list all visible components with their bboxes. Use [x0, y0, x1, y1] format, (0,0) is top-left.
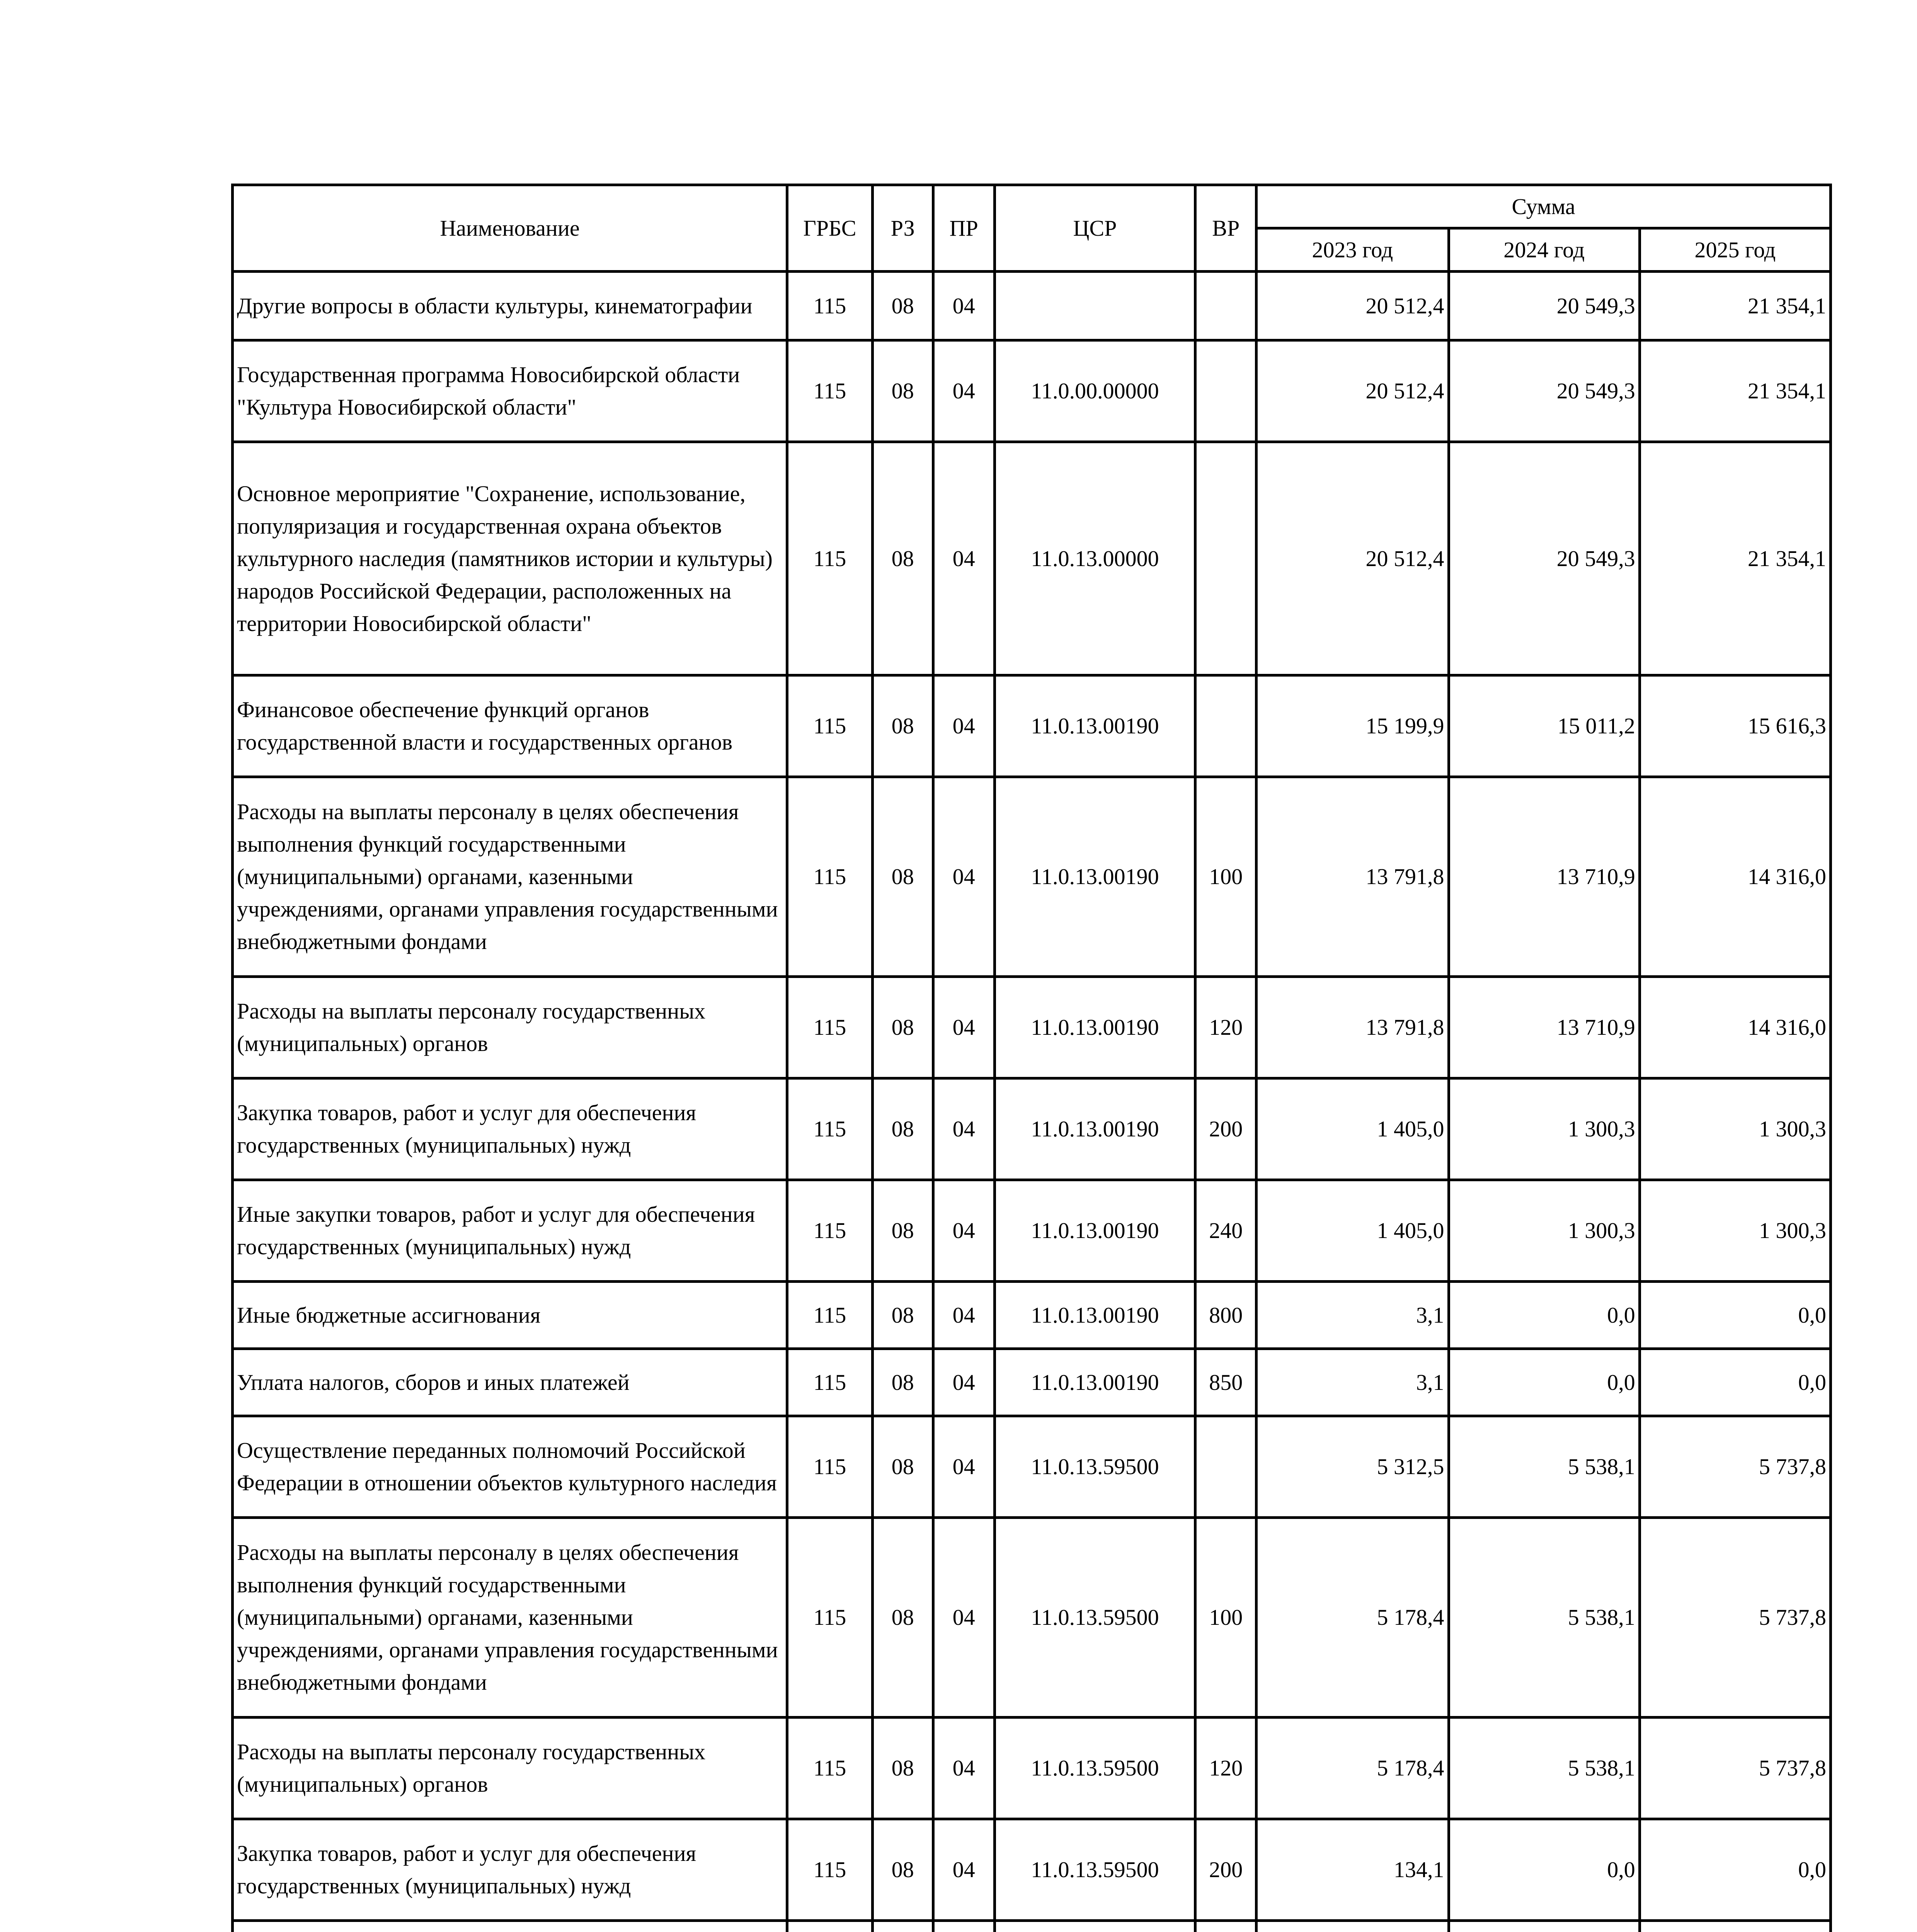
- cell-2024: [1449, 1921, 1639, 1932]
- cell-pr: 04: [933, 777, 994, 977]
- cell-grbs: 115: [787, 340, 873, 442]
- cell-2024: 20 549,3: [1449, 272, 1639, 340]
- table-row: [233, 977, 1831, 1078]
- cell-vr: 120: [1195, 977, 1256, 1078]
- cell-vr: 120: [1195, 1718, 1256, 1819]
- cell-name: Расходы на выплаты персоналу государственных (муниципальных) органов: [233, 1718, 787, 1819]
- cell-vr: 850: [1195, 1349, 1256, 1416]
- table-row: [233, 1180, 1831, 1282]
- cell-name: Государственная программа Новосибирской области "Культура Новосибирской области": [233, 340, 787, 442]
- cell-vr: 200: [1195, 1819, 1256, 1921]
- cell-pr: 04: [933, 1282, 994, 1349]
- cell-2023: 13 791,8: [1256, 777, 1449, 977]
- cell-2023: 3,1: [1256, 1349, 1449, 1416]
- cell-2023: 20 512,4: [1256, 272, 1449, 340]
- cell-2025: 14 316,0: [1639, 777, 1830, 977]
- cell-rz: 08: [872, 777, 933, 977]
- cell-pr: 04: [933, 1819, 994, 1921]
- cell-csr: 11.0.13.00190: [994, 1282, 1195, 1349]
- header-year-2024: 2024 год: [1449, 228, 1639, 272]
- cell-rz: 08: [872, 1518, 933, 1718]
- cell-rz: 08: [872, 272, 933, 340]
- cell-csr: 11.0.13.00190: [994, 777, 1195, 977]
- cell-csr: 11.0.13.00190: [994, 1078, 1195, 1180]
- cell-name: Иные закупки товаров, работ и услуг для обеспечения государственных (муниципальных) нужд: [233, 1180, 787, 1282]
- table-row: [233, 1518, 1831, 1718]
- header-name: Наименование: [233, 185, 787, 272]
- cell-2024: 15 011,2: [1449, 675, 1639, 777]
- cell-2025: 14 316,0: [1639, 977, 1830, 1078]
- cell-pr: 04: [933, 340, 994, 442]
- cell-grbs: 115: [787, 1819, 873, 1921]
- cell-2024: 0,0: [1449, 1349, 1639, 1416]
- cell-2025: 21 354,1: [1639, 340, 1830, 442]
- header-rz: РЗ: [872, 185, 933, 272]
- cell-name: Осуществление переданных полномочий Российской Федерации в отношении объектов культурного наследия: [233, 1416, 787, 1518]
- cell-rz: 08: [872, 1416, 933, 1518]
- table-row: [233, 1819, 1831, 1921]
- cell-pr: [933, 1921, 994, 1932]
- table-row: [233, 272, 1831, 340]
- cell-2024: 0,0: [1449, 1819, 1639, 1921]
- cell-vr: [1195, 1416, 1256, 1518]
- cell-2023: 1 405,0: [1256, 1180, 1449, 1282]
- cell-2025: 5 737,8: [1639, 1416, 1830, 1518]
- cell-pr: 04: [933, 675, 994, 777]
- cell-vr: [1195, 442, 1256, 675]
- cell-2025: 0,0: [1639, 1349, 1830, 1416]
- cell-grbs: 115: [787, 1349, 873, 1416]
- cell-grbs: 115: [787, 1718, 873, 1819]
- cell-vr: 100: [1195, 777, 1256, 977]
- table-row: [233, 1718, 1831, 1819]
- cell-2024: 13 710,9: [1449, 977, 1639, 1078]
- cell-2025: 5 737,8: [1639, 1518, 1830, 1718]
- cell-pr: 04: [933, 272, 994, 340]
- cell-csr: 11.0.13.59500: [994, 1416, 1195, 1518]
- cell-csr: 11.0.13.59500: [994, 1718, 1195, 1819]
- cell-2025: 0,0: [1639, 1282, 1830, 1349]
- cell-2024: 5 538,1: [1449, 1416, 1639, 1518]
- cell-rz: 08: [872, 977, 933, 1078]
- cell-name: Расходы на выплаты персоналу в целях обеспечения выполнения функций государственными (муниципальными) органами, казенными учреждениями, органами управления государственными внебюджетными фондами: [233, 1518, 787, 1718]
- cell-2025: 0,0: [1639, 1819, 1830, 1921]
- table-row: [233, 442, 1831, 675]
- cell-rz: 08: [872, 340, 933, 442]
- cell-rz: 08: [872, 1282, 933, 1349]
- cell-vr: [1195, 675, 1256, 777]
- cell-name: Закупка товаров, работ и услуг для обеспечения государственных (муниципальных) нужд: [233, 1078, 787, 1180]
- cell-csr: [994, 1921, 1195, 1932]
- cell-pr: 04: [933, 1078, 994, 1180]
- cell-vr: 240: [1195, 1180, 1256, 1282]
- cell-grbs: 115: [787, 1416, 873, 1518]
- cell-name: Расходы на выплаты персоналу в целях обеспечения выполнения функций государственными (муниципальными) органами, казенными учреждениями, органами управления государственными внебюджетными фондами: [233, 777, 787, 977]
- cell-2023: 13 791,8: [1256, 977, 1449, 1078]
- budget-table: [231, 184, 1832, 1932]
- cell-2024: 13 710,9: [1449, 777, 1639, 977]
- cell-2023: 5 178,4: [1256, 1718, 1449, 1819]
- cell-csr: 11.0.13.00000: [994, 442, 1195, 675]
- cell-grbs: [787, 1921, 873, 1932]
- cell-grbs: 115: [787, 1078, 873, 1180]
- cell-grbs: 115: [787, 1180, 873, 1282]
- cell-csr: 11.0.13.00190: [994, 977, 1195, 1078]
- cell-2023: 20 512,4: [1256, 340, 1449, 442]
- cell-name: Иные бюджетные ассигнования: [233, 1282, 787, 1349]
- cell-2024: 5 538,1: [1449, 1718, 1639, 1819]
- cell-name: Уплата налогов, сборов и иных платежей: [233, 1349, 787, 1416]
- cell-2023: 1 405,0: [1256, 1078, 1449, 1180]
- table-row: [233, 675, 1831, 777]
- cell-2024: 0,0: [1449, 1282, 1639, 1349]
- table-row: [233, 777, 1831, 977]
- table-body: [233, 272, 1831, 1932]
- cell-rz: 08: [872, 1349, 933, 1416]
- cell-2023: 20 512,4: [1256, 442, 1449, 675]
- cell-name: Финансовое обеспечение функций органов государственной власти и государственных органов: [233, 675, 787, 777]
- table-row: [233, 1921, 1831, 1932]
- cell-rz: 08: [872, 1718, 933, 1819]
- header-csr: ЦСР: [994, 185, 1195, 272]
- cell-2023: [1256, 1921, 1449, 1932]
- table-row: [233, 1078, 1831, 1180]
- cell-grbs: 115: [787, 272, 873, 340]
- cell-grbs: 115: [787, 977, 873, 1078]
- cell-vr: 800: [1195, 1282, 1256, 1349]
- table-row: [233, 1416, 1831, 1518]
- cell-rz: 08: [872, 1078, 933, 1180]
- cell-2023: 3,1: [1256, 1282, 1449, 1349]
- cell-vr: 200: [1195, 1078, 1256, 1180]
- cell-csr: [994, 272, 1195, 340]
- cell-grbs: 115: [787, 1282, 873, 1349]
- cell-name: [233, 1921, 787, 1932]
- cell-2025: 1 300,3: [1639, 1078, 1830, 1180]
- cell-name: Другие вопросы в области культуры, кинематографии: [233, 272, 787, 340]
- table-row: [233, 340, 1831, 442]
- cell-2024: 20 549,3: [1449, 442, 1639, 675]
- cell-pr: 04: [933, 1349, 994, 1416]
- cell-csr: 11.0.13.59500: [994, 1518, 1195, 1718]
- cell-grbs: 115: [787, 777, 873, 977]
- cell-rz: 08: [872, 1180, 933, 1282]
- cell-rz: 08: [872, 442, 933, 675]
- header-year-2023: 2023 год: [1256, 228, 1449, 272]
- cell-2025: 5 737,8: [1639, 1718, 1830, 1819]
- cell-2025: 21 354,1: [1639, 272, 1830, 340]
- cell-vr: [1195, 340, 1256, 442]
- cell-grbs: 115: [787, 1518, 873, 1718]
- cell-name: Расходы на выплаты персоналу государственных (муниципальных) органов: [233, 977, 787, 1078]
- cell-2024: 20 549,3: [1449, 340, 1639, 442]
- header-year-2025: 2025 год: [1639, 228, 1830, 272]
- cell-2023: 15 199,9: [1256, 675, 1449, 777]
- cell-pr: 04: [933, 1180, 994, 1282]
- cell-2024: 1 300,3: [1449, 1078, 1639, 1180]
- cell-pr: 04: [933, 1416, 994, 1518]
- table-row: [233, 1349, 1831, 1416]
- cell-pr: 04: [933, 1518, 994, 1718]
- cell-name: Основное мероприятие "Сохранение, использование, популяризация и государственная охрана объектов культурного наследия (памятников истории и культуры) народов Российской Федерации, расположенных на территории Новосибирской области": [233, 442, 787, 675]
- table-row: [233, 1282, 1831, 1349]
- cell-grbs: 115: [787, 442, 873, 675]
- cell-2024: 1 300,3: [1449, 1180, 1639, 1282]
- header-vr: ВР: [1195, 185, 1256, 272]
- cell-name: Закупка товаров, работ и услуг для обеспечения государственных (муниципальных) нужд: [233, 1819, 787, 1921]
- cell-vr: [1195, 272, 1256, 340]
- cell-2025: 21 354,1: [1639, 442, 1830, 675]
- cell-2023: 134,1: [1256, 1819, 1449, 1921]
- cell-csr: 11.0.00.00000: [994, 340, 1195, 442]
- cell-grbs: 115: [787, 675, 873, 777]
- cell-pr: 04: [933, 977, 994, 1078]
- header-pr: ПР: [933, 185, 994, 272]
- cell-rz: 08: [872, 1819, 933, 1921]
- cell-2024: 5 538,1: [1449, 1518, 1639, 1718]
- cell-rz: 08: [872, 675, 933, 777]
- header-sum: Сумма: [1256, 185, 1831, 228]
- cell-2025: [1639, 1921, 1830, 1932]
- cell-csr: 11.0.13.59500: [994, 1819, 1195, 1921]
- cell-csr: 11.0.13.00190: [994, 675, 1195, 777]
- cell-csr: 11.0.13.00190: [994, 1180, 1195, 1282]
- cell-csr: 11.0.13.00190: [994, 1349, 1195, 1416]
- cell-2025: 15 616,3: [1639, 675, 1830, 777]
- cell-2023: 5 178,4: [1256, 1518, 1449, 1718]
- header-grbs: ГРБС: [787, 185, 873, 272]
- cell-pr: 04: [933, 442, 994, 675]
- cell-vr: 100: [1195, 1518, 1256, 1718]
- cell-pr: 04: [933, 1718, 994, 1819]
- cell-vr: [1195, 1921, 1256, 1932]
- cell-2025: 1 300,3: [1639, 1180, 1830, 1282]
- cell-2023: 5 312,5: [1256, 1416, 1449, 1518]
- cell-rz: [872, 1921, 933, 1932]
